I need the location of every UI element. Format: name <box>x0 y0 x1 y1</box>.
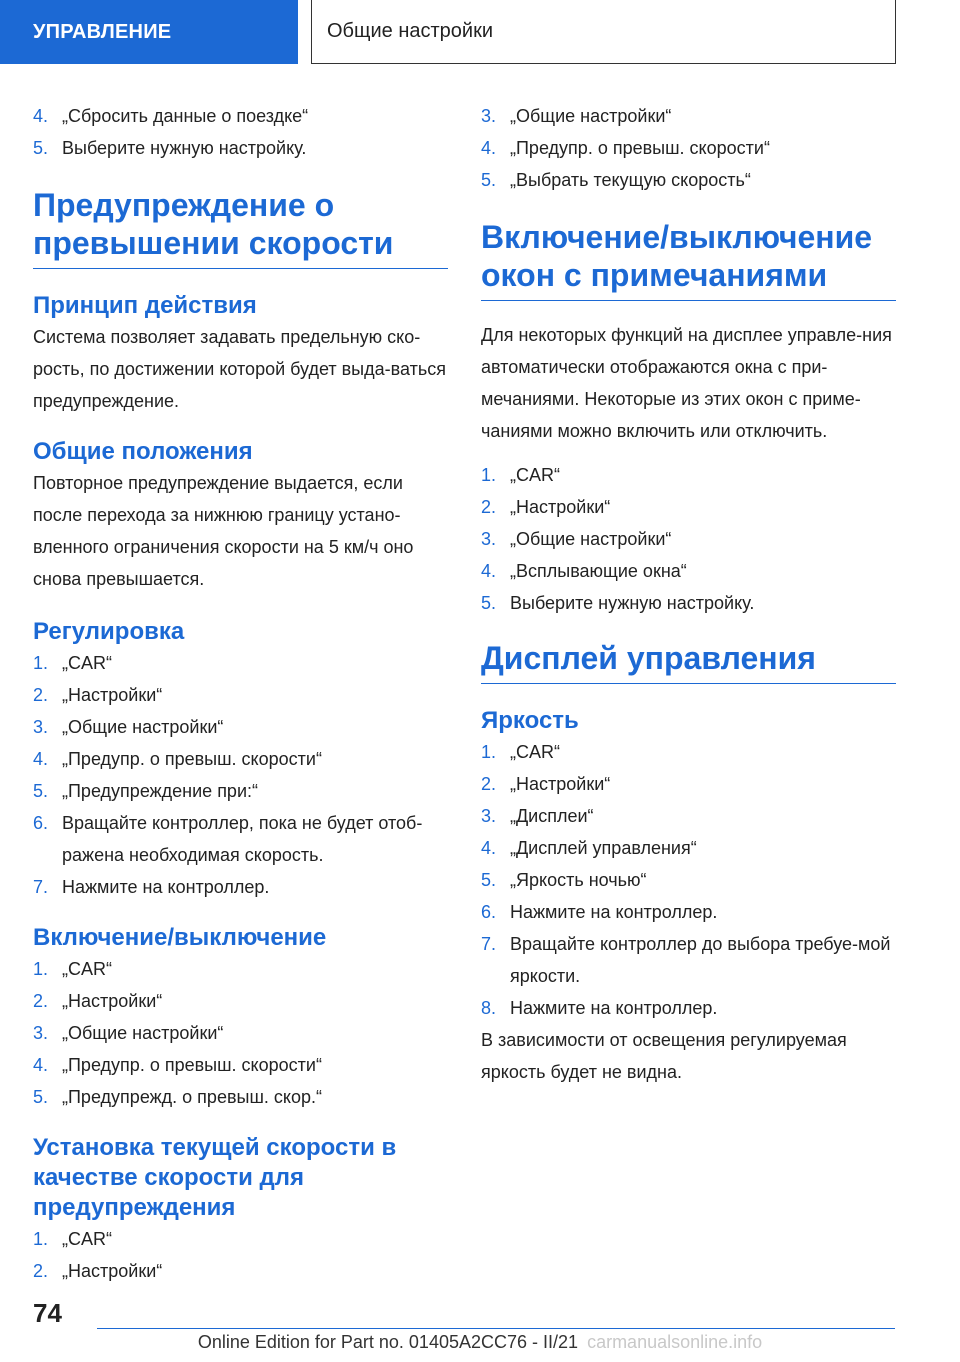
footer <box>0 1332 960 1353</box>
list-item <box>33 743 448 775</box>
step-list <box>481 459 896 619</box>
list-item <box>33 711 448 743</box>
section-heading: Дисплей управления <box>481 639 896 684</box>
step-number: 3. <box>33 717 49 737</box>
list-item <box>33 871 448 903</box>
page-header <box>311 0 896 64</box>
step-text: „Настройки“ <box>62 991 163 1011</box>
step-number: 3. <box>481 106 497 126</box>
step-text: „Предупр. о превыш. скорости“ <box>510 138 770 158</box>
left-column <box>33 100 448 1287</box>
list-item <box>481 800 896 832</box>
step-text: „Общие настройки“ <box>62 717 224 737</box>
section-tab <box>0 0 298 64</box>
list-item <box>481 132 896 164</box>
section-heading: Включение/выключение окон с примечаниями <box>481 218 896 301</box>
section-title: УПРАВЛЕНИЕ <box>33 20 172 43</box>
list-item <box>33 679 448 711</box>
step-number: 5. <box>33 138 49 158</box>
list-item <box>33 985 448 1017</box>
step-number: 4. <box>481 838 497 858</box>
list-item <box>481 555 896 587</box>
step-text: „CAR“ <box>510 742 560 762</box>
step-text: „Дисплей управления“ <box>510 838 697 858</box>
step-number: 4. <box>481 561 497 581</box>
step-text: „Настройки“ <box>510 774 611 794</box>
step-number: 3. <box>481 806 497 826</box>
edition-note: Online Edition for Part no. 01405A2CC76 - II/21 <box>197 1332 579 1352</box>
step-list <box>33 647 448 903</box>
subsection-heading: Включение/выключение <box>33 924 327 951</box>
step-list <box>33 953 448 1113</box>
list-item <box>33 953 448 985</box>
list-item <box>481 523 896 555</box>
step-number: 1. <box>481 742 497 762</box>
list-item <box>481 832 896 864</box>
step-text: „Общие настройки“ <box>62 1023 224 1043</box>
paragraph: В зависимости от освещения регулируемая яркость будет не видна. <box>481 1030 847 1082</box>
step-list <box>33 1223 448 1287</box>
step-text: Нажмите на контроллер. <box>62 877 270 897</box>
step-number: 4. <box>33 749 49 769</box>
list-item <box>33 100 448 132</box>
list-item <box>33 1223 448 1255</box>
list-item <box>33 647 448 679</box>
paragraph: Для некоторых функций на дисплее управле‐ния автоматически отображаются окна с при‐мечаниями. Некоторые из этих окон с приме‐чаниями можно включить или отключить. <box>481 325 892 441</box>
step-text: „Настройки“ <box>62 685 163 705</box>
page-number: 74 <box>33 1298 62 1328</box>
page-title: Общие настройки <box>327 20 493 42</box>
list-item <box>481 587 896 619</box>
step-list <box>481 100 896 196</box>
list-item <box>481 736 896 768</box>
step-number: 7. <box>33 877 49 897</box>
list-item <box>481 896 896 928</box>
step-text: „Предупр. о превыш. скорости“ <box>62 1055 322 1075</box>
step-text: „Всплывающие окна“ <box>510 561 687 581</box>
subsection-heading: Регулировка <box>33 618 185 645</box>
list-item <box>33 807 448 871</box>
list-item <box>33 1081 448 1113</box>
step-text: „Общие настройки“ <box>510 529 672 549</box>
step-number: 6. <box>481 902 497 922</box>
list-item <box>481 100 896 132</box>
step-text: „Общие настройки“ <box>510 106 672 126</box>
step-number: 2. <box>33 1261 49 1281</box>
step-text: „Сбросить данные о поездке“ <box>62 106 309 126</box>
step-text: „CAR“ <box>510 465 560 485</box>
step-number: 5. <box>481 870 497 890</box>
list-item <box>33 132 448 164</box>
step-number: 8. <box>481 998 497 1018</box>
step-text: „Дисплеи“ <box>510 806 594 826</box>
subsection-heading: Яркость <box>481 707 579 734</box>
step-text: Вращайте контроллер, пока не будет отоб‐ражена необходимая скорость. <box>62 813 423 865</box>
step-number: 2. <box>481 774 497 794</box>
step-text: „CAR“ <box>62 653 112 673</box>
step-number: 4. <box>33 1055 49 1075</box>
step-number: 2. <box>481 497 497 517</box>
list-item <box>481 491 896 523</box>
step-number: 3. <box>33 1023 49 1043</box>
step-list <box>33 100 448 164</box>
step-text: Нажмите на контроллер. <box>510 902 718 922</box>
step-text: „Предупр. о превыш. скорости“ <box>62 749 322 769</box>
step-number: 2. <box>33 685 49 705</box>
footer-divider <box>97 1328 895 1329</box>
step-number: 5. <box>33 781 49 801</box>
list-item <box>481 992 896 1024</box>
step-number: 1. <box>33 1229 49 1249</box>
step-text: „Настройки“ <box>510 497 611 517</box>
step-text: Выберите нужную настройку. <box>62 138 307 158</box>
step-number: 1. <box>481 465 497 485</box>
step-list <box>481 736 896 1024</box>
step-text: Выберите нужную настройку. <box>510 593 755 613</box>
step-number: 1. <box>33 653 49 673</box>
step-text: „Предупрежд. о превыш. скор.“ <box>62 1087 322 1107</box>
list-item <box>33 1049 448 1081</box>
step-number: 7. <box>481 934 497 954</box>
step-text: „CAR“ <box>62 1229 112 1249</box>
step-text: „Яркость ночью“ <box>510 870 647 890</box>
step-number: 5. <box>481 593 497 613</box>
step-text: „Предупреждение при:“ <box>62 781 258 801</box>
list-item <box>481 768 896 800</box>
step-text: „CAR“ <box>62 959 112 979</box>
step-number: 4. <box>481 138 497 158</box>
step-text: Нажмите на контроллер. <box>510 998 718 1018</box>
list-item <box>33 775 448 807</box>
list-item <box>481 928 896 992</box>
watermark: carmanualsonline.info <box>587 1332 763 1352</box>
step-number: 6. <box>33 813 49 833</box>
list-item <box>481 164 896 196</box>
right-column <box>481 100 896 1088</box>
paragraph: Система позволяет задавать предельную ско‐рость, по достижении которой будет выда‐ваться предупреждение. <box>33 327 446 411</box>
section-heading: Предупреждение о превышении скорости <box>33 186 448 269</box>
step-text: „Настройки“ <box>62 1261 163 1281</box>
step-number: 1. <box>33 959 49 979</box>
list-item <box>33 1017 448 1049</box>
step-number: 5. <box>481 170 497 190</box>
subsection-heading: Установка текущей скорости в качестве скорости для предупреждения <box>33 1134 397 1221</box>
step-text: „Выбрать текущую скорость“ <box>510 170 751 190</box>
subsection-heading: Общие положения <box>33 438 253 465</box>
list-item <box>481 864 896 896</box>
step-number: 2. <box>33 991 49 1011</box>
paragraph: Повторное предупреждение выдается, если после перехода за нижнюю границу устано‐вленного ограничения скорости на 5 км/ч оно снова превышается. <box>33 473 414 589</box>
list-item <box>481 459 896 491</box>
step-text: Вращайте контроллер до выбора требуе‐мой яркости. <box>510 934 891 986</box>
step-number: 3. <box>481 529 497 549</box>
step-number: 5. <box>33 1087 49 1107</box>
list-item <box>33 1255 448 1287</box>
step-number: 4. <box>33 106 49 126</box>
subsection-heading: Принцип действия <box>33 292 257 319</box>
